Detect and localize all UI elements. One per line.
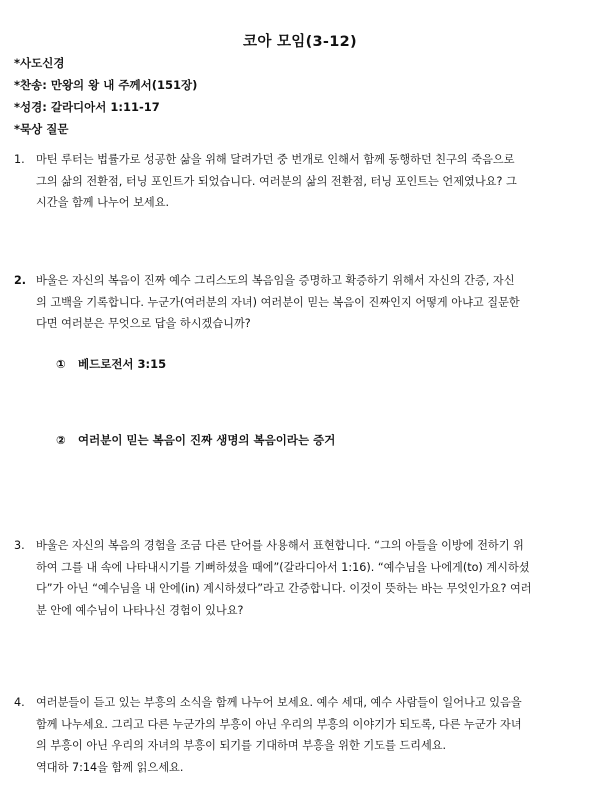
question-number: 3.: [14, 539, 25, 552]
question-text: [36, 270, 584, 335]
question-line: 다면 여러분은 무엇으로 답을 하시겠습니까?: [36, 317, 251, 330]
question-line: 의 부흥이 아닌 우리의 자녀의 부흥이 되기를 기대하며 부흥을 위한 기도를 드리세요.: [36, 739, 447, 752]
question-4: [14, 692, 584, 778]
header-item-meditation: *묵상 질문: [14, 122, 69, 136]
question-line: 시간을 함께 나누어 보세요.: [36, 196, 170, 209]
question-line: 다”가 아닌 “예수님을 내 안에(in) 계시하셨다”라고 간증합니다. 이것이 뜻하는 바는 무엇인가요? 여러: [36, 582, 532, 595]
question-3: [14, 535, 584, 621]
question-line: 하여 그를 내 속에 나타내시기를 기뻐하셨을 때에”(갈라디아서 1:16). “예수님을 나에게(to) 계시하셨: [36, 560, 530, 574]
question-line: 분 안에 예수님이 나타나신 경험이 있나요?: [36, 603, 244, 617]
subitem-text: 여러분이 믿는 복음이 진짜 생명의 복음이라는 증거: [78, 433, 336, 447]
subitem-text: 베드로전서 3:15: [78, 357, 167, 371]
subitem-1: [56, 356, 166, 372]
question-line: 여러분들이 듣고 있는 부흥의 소식을 함께 나누어 보세요. 예수 세대, 예수 사람들이 일어나고 있음을: [36, 696, 522, 709]
header-item-hymn: *찬송: 만왕의 왕 내 주께서(151장): [14, 78, 198, 92]
circled-number-one: ①: [56, 357, 66, 371]
subitem-2: [56, 432, 335, 448]
circled-number-two: ②: [56, 433, 66, 447]
question-line: 함께 나누세요. 그리고 다른 누군가의 부흥이 아닌 우리의 부흥의 이야기가 되도록, 다른 누군가 자녀: [36, 717, 522, 731]
question-line: 그의 삶의 전환점, 터닝 포인트가 되었습니다. 여러분의 삶의 전환점, 터닝 포인트는 언제였나요? 그: [36, 174, 517, 188]
question-number: 4.: [14, 696, 25, 709]
header-item-creed: *사도신경: [14, 56, 65, 70]
question-line: 바울은 자신의 복음의 경험을 조금 다른 단어를 사용해서 표현합니다. “그의 아들을 이방에 전하기 위: [36, 539, 524, 552]
question-text: [36, 149, 584, 214]
header-item-scripture: *성경: 갈라디아서 1:11-17: [14, 100, 160, 114]
question-line: 의 고백을 기록합니다. 누군가(여러분의 자녀) 여러분이 믿는 복음이 진짜인지 어떻게 아냐고 질문한: [36, 295, 520, 309]
question-1: [14, 149, 584, 214]
question-number: 1.: [14, 153, 25, 166]
question-text: [36, 692, 584, 778]
question-line: 역대하 7:14을 함께 읽으세요.: [36, 760, 184, 774]
question-line: 마틴 루터는 법률가로 성공한 삶을 위해 달려가던 중 번개로 인해서 함께 동행하던 친구의 죽음으로: [36, 153, 515, 166]
order-of-service: [14, 52, 197, 140]
page-title: 코아 모임(3-12): [243, 34, 357, 50]
question-line: 바울은 자신의 복음이 진짜 예수 그리스도의 복음임을 증명하고 확증하기 위해서 자신의 간증, 자신: [36, 274, 515, 287]
question-text: [36, 535, 584, 621]
question-2: [14, 270, 584, 335]
question-number: 2.: [14, 274, 27, 287]
